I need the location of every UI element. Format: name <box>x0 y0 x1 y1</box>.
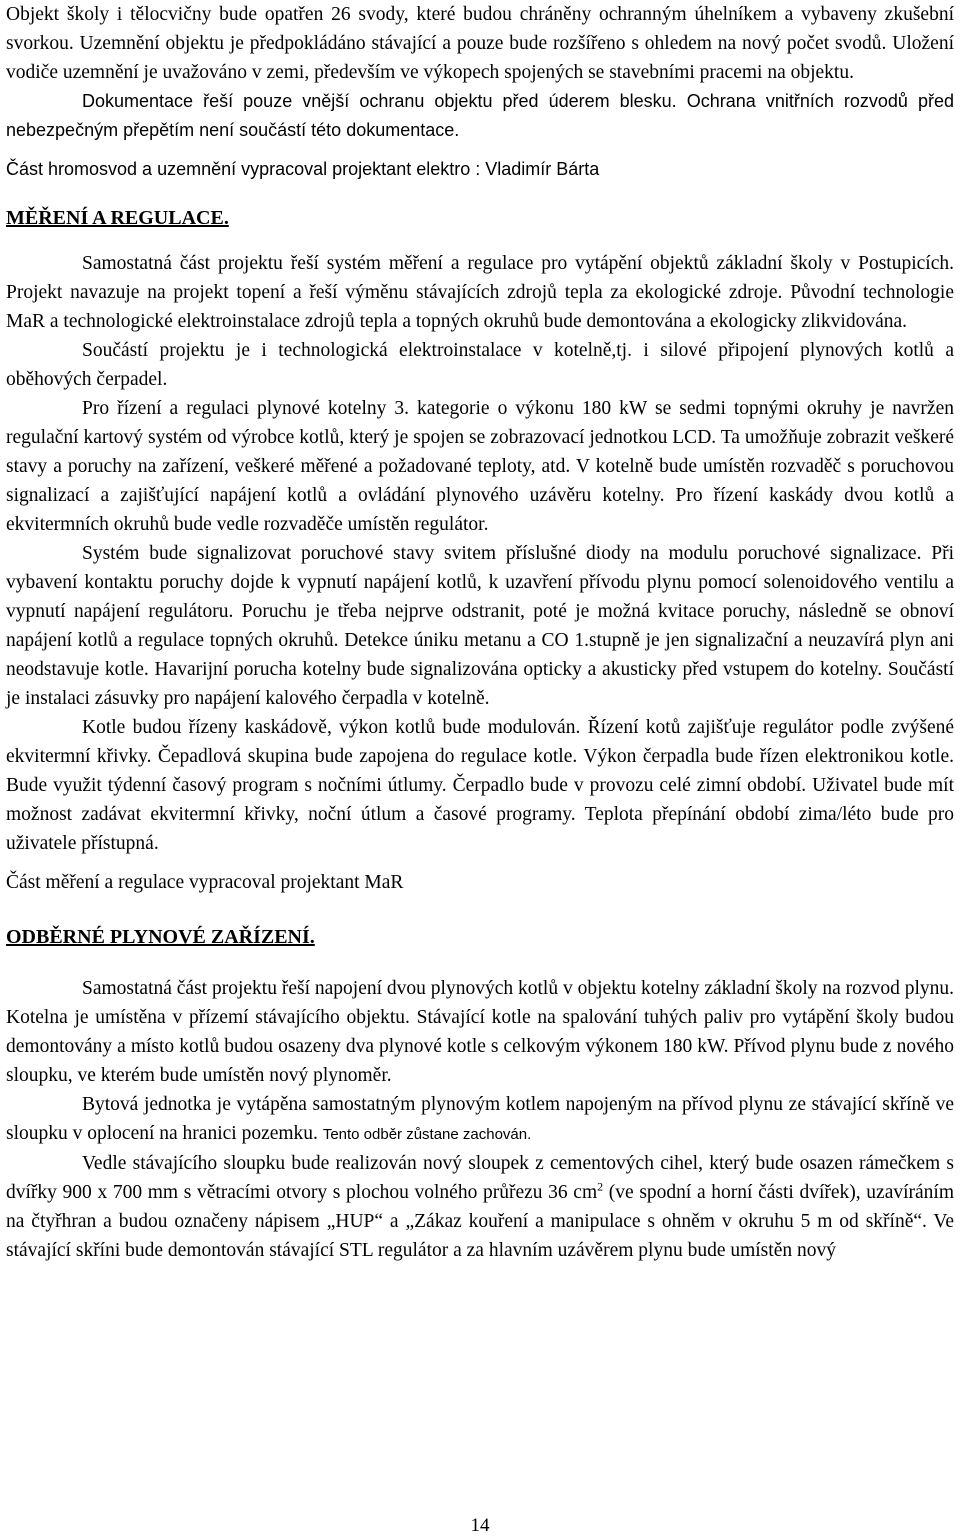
lightning-author-line: Část hromosvod a uzemnění vypracoval projektant elektro : Vladimír Bárta <box>6 159 600 179</box>
gas-heading: ODBĚRNÉ PLYNOVÉ ZAŘÍZENÍ. <box>6 926 315 948</box>
lightning-paragraph-1: Objekt školy i tělocvičny bude opatřen 26 svody, které budou chráněny ochranným úhelníkem a vybaveny zkušební svorkou. Uzemnění objektu je předpokládáno stávající a pouze bude rozšířeno s ohledem na nový počet svodů. Uložení vodiče uzemnění je uvažováno v zemi, především ve výkopech spojených se stavebními pracemi na objektu. <box>6 4 954 83</box>
gas-paragraph-1: Samostatná část projektu řeší napojení dvou plynových kotlů v objektu kotelny základní školy na rozvod plynu. Kotelna je umístěna v přízemí stávajícího objektu. Stávající kotle na spalování tuhých paliv pro vytápění školy budou demontovány a místo kotlů budou osazeny dva plynové kotle s celkovým výkonem 180 kW. Přívod plynu bude z nového sloupku, ve kterém bude umístěn nový plynoměr. <box>6 978 954 1086</box>
gas-paragraph-2-tail: Tento odběr zůstane zachován. <box>322 1126 532 1143</box>
lightning-paragraph-2: Dokumentace řeší pouze vnější ochranu objektu před úderem blesku. Ochrana vnitřních rozvodů před nebezpečným přepětím není součástí této dokumentace. <box>6 91 954 140</box>
gas-paragraph-3-start: Vedle stávajícího sloupku bude realizován nový sloupek z cementových cihel, který bude osazen rámečkem s dvířky 900 x 700 mm s větracími otvory s plochou volného průřezu 36 cm <box>6 1153 954 1203</box>
gas-paragraph-3-end: (ve spodní a horní části dvířek), uzavíráním na čtyřhran a budou označeny nápisem „HUP“ a „Zákaz kouření a manipulace s ohněm v okruhu 5 m od skříně“. Ve stávající skříni bude demontován stávající STL regulátor a za hlavním uzávěrem plynu bude umístěn nový <box>6 1182 954 1261</box>
mar-paragraph-4: Systém bude signalizovat poruchové stavy svitem příslušné diody na modulu poruchové signalizace. Při vybavení kontaktu poruchy dojde k vypnutí napájení kotlů, k uzavření přívodu plynu pomocí solenoidového ventilu a vypnutí napájení regulátoru. Poruchu je třeba nejprve odstranit, poté je možná kvitace poruchy, následně se obnoví napájení kotlů a regulace topných okruhů. Detekce úniku metanu a CO 1.stupně je jen signalizační a neuzavírá plyn ani neodstavuje kotle. Havarijní porucha kotelny bude signalizována opticky a akusticky před vstupem do kotelny. Součástí je instalaci zásuvky pro napájení kalového čerpadla v kotelně. <box>6 543 954 709</box>
mar-paragraph-5: Kotle budou řízeny kaskádově, výkon kotlů bude modulován. Řízení kotů zajišťuje regulátor podle zvýšené ekvitermní křivky. Čepadlová skupina bude zapojena do regulace kotle. Výkon čerpadla bude řízen elektronikou kotle. Bude využit týdenní časový program s nočními útlumy. Čerpadlo bude v provozu celé zimní období. Uživatel bude mít možnost zadávat ekvitermní křivky, noční útlum a časové programy. Teplota přepínání období zima/léto bude pro uživatele přístupná. <box>6 717 954 854</box>
mar-paragraph-1: Samostatná část projektu řeší systém měření a regulace pro vytápění objektů základní školy v Postupicích. Projekt navazuje na projekt topení a řeší výměnu stávajících zdrojů tepla za ekologické zdroje. Původní technologie MaR a technologické elektroinstalace zdrojů tepla a topných okruhů bude demontována a ekologicky zlikvidována. <box>6 253 954 332</box>
gas-paragraph-2 <box>6 1090 954 1149</box>
page-number: 14 <box>470 1515 490 1536</box>
superscript-2: 2 <box>597 1179 604 1194</box>
mar-paragraph-3: Pro řízení a regulaci plynové kotelny 3. kategorie o výkonu 180 kW se sedmi topnými okruhy je navržen regulační kartový systém od výrobce kotlů, který je spojen se zobrazovací jednotkou LCD. Ta umožňuje zobrazit veškeré stavy a poruchy na zařízení, veškeré měřené a požadované teploty, atd. V kotelně bude umístěn rozvaděč s poruchovou signalizací a zajišťující napájení kotlů a ovládání plynového uzávěru kotelny. Pro řízení kaskády dvou kotlů a ekvitermních okruhů bude vedle rozvaděče umístěn regulátor. <box>6 398 954 535</box>
mar-paragraph-2: Součástí projektu je i technologická elektroinstalace v kotelně,tj. i silové připojení plynových kotlů a oběhových čerpadel. <box>6 340 954 390</box>
mar-author-line: Část měření a regulace vypracoval projektant MaR <box>6 872 404 893</box>
document-page <box>6 0 954 1265</box>
gas-paragraph-2-text: Bytová jednotka je vytápěna samostatným plynovým kotlem napojeným na přívod plynu ze stávající skříně ve sloupku v oplocení na hranici pozemku. <box>6 1094 954 1144</box>
mar-heading: MĚŘENÍ A REGULACE. <box>6 207 229 229</box>
gas-paragraph-3 <box>6 1149 954 1265</box>
